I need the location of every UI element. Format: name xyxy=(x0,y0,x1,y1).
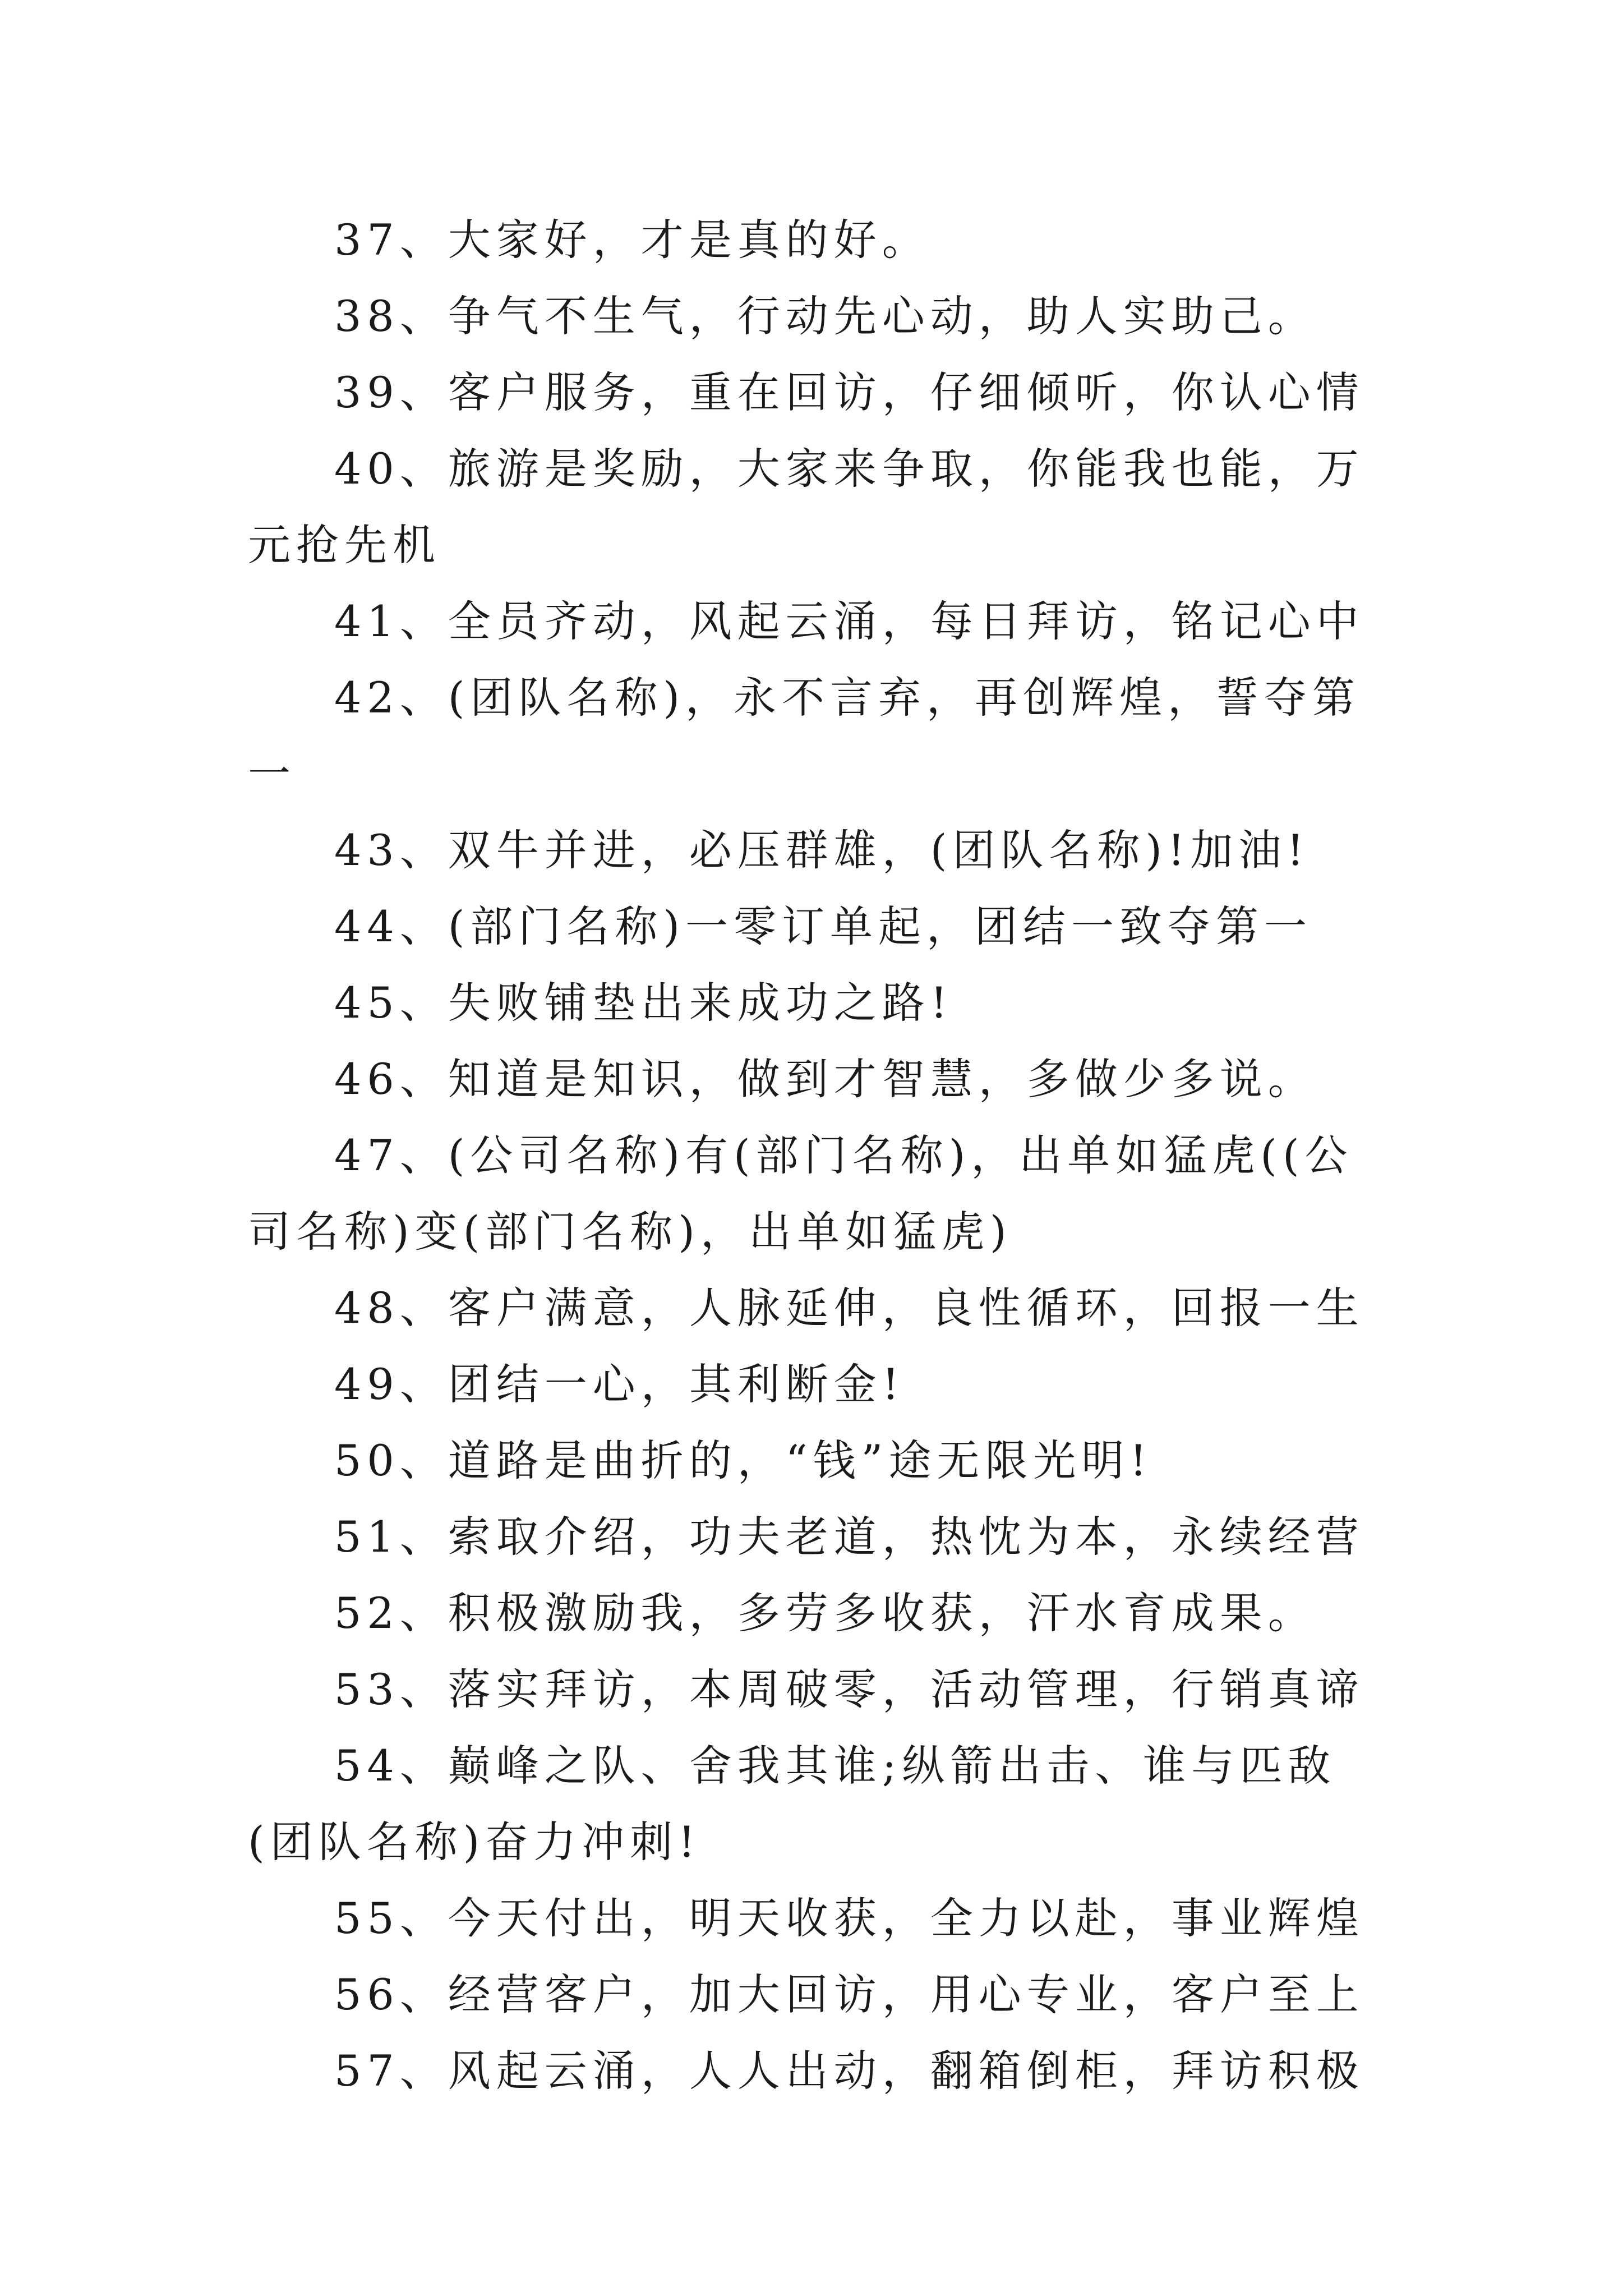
slogan-item: 53、落实拜访，本周破零，活动管理，行销真谛 xyxy=(334,1664,1364,1714)
slogan-item: 42、(团队名称)，永不言弃，再创辉煌，誓夺第一 xyxy=(248,673,1361,799)
slogan-item: 47、(公司名称)有(部门名称)，出单如猛虎((公司名称)变(部门名称)，出单如猛虎) xyxy=(248,1130,1353,1257)
slogan-item: 45、失败铺垫出来成功之路! xyxy=(334,978,953,1028)
slogan-item: 43、双牛并进，必压群雄，(团队名称)!加油! xyxy=(334,825,1310,875)
slogan-item: 46、知道是知识，做到才智慧，多做少多说。 xyxy=(334,1054,1316,1104)
slogan-list xyxy=(248,202,1386,2109)
slogan-item: 54、巅峰之队、舍我其谁;纵箭出击、谁与匹敌(团队名称)奋力冲刺! xyxy=(248,1741,1336,1867)
slogan-item: 49、团结一心，其利断金! xyxy=(334,1359,905,1409)
slogan-item: 55、今天付出，明天收获，全力以赴，事业辉煌 xyxy=(334,1893,1364,1943)
slogan-item: 52、积极激励我，多劳多收获，汗水育成果。 xyxy=(334,1588,1316,1638)
slogan-item: 41、全员齐动，风起云涌，每日拜访，铭记心中 xyxy=(334,596,1364,646)
slogan-item: 50、道路是曲折的，“钱”途无限光明! xyxy=(334,1435,1152,1485)
slogan-item: 38、争气不生气，行动先心动，助人实助己。 xyxy=(334,291,1316,341)
slogan-item: 57、风起云涌，人人出动，翻箱倒柜，拜访积极 xyxy=(334,2046,1364,2096)
slogan-item: 51、索取介绍，功夫老道，热忱为本，永续经营 xyxy=(334,1512,1364,1562)
slogan-item: 44、(部门名称)一零订单起，团结一致夺第一 xyxy=(334,901,1313,951)
slogan-item: 40、旅游是奖励，大家来争取，你能我也能，万元抢先机 xyxy=(248,444,1364,570)
slogan-item: 39、客户服务，重在回访，仔细倾听，你认心情 xyxy=(334,367,1364,417)
slogan-item: 48、客户满意，人脉延伸，良性循环，回报一生 xyxy=(334,1283,1364,1333)
slogan-item: 56、经营客户，加大回访，用心专业，客户至上 xyxy=(334,1970,1364,2019)
slogan-item: 37、大家好，才是真的好。 xyxy=(334,215,930,265)
